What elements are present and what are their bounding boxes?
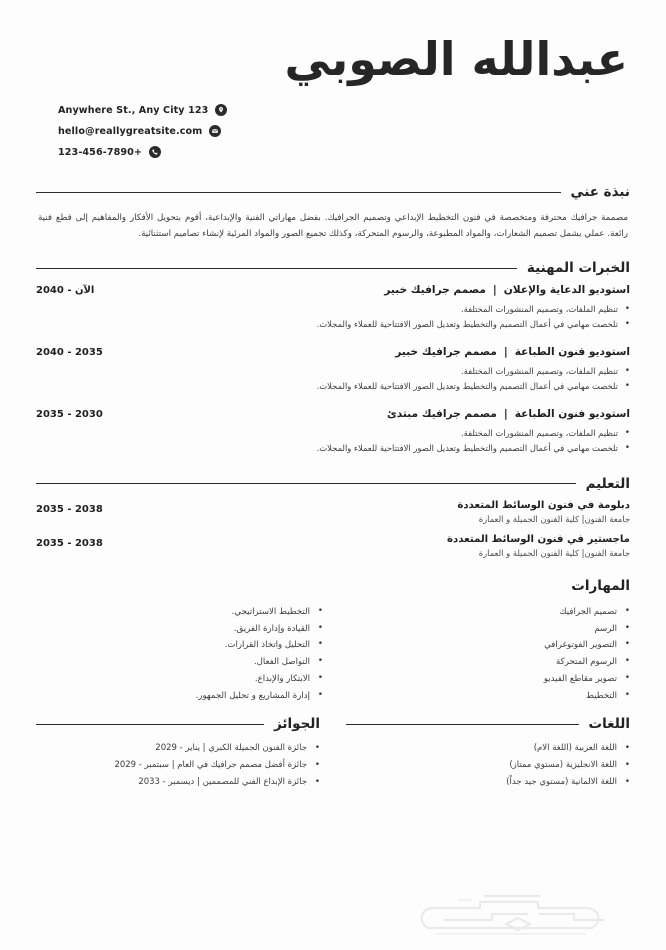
- list-item: • الرسم: [343, 621, 630, 638]
- list-item: • تلخصت مهامي في أعمال التصميم والتخطيط وتعديل الصور الافتتاحية للعملاء والمجلات.: [36, 441, 630, 456]
- skills-column-left: [36, 604, 323, 705]
- education-divider: [36, 483, 576, 484]
- list-item: • تنظيم الملفات، وتصميم المنشورات المختلفة.: [36, 364, 630, 379]
- education-date: 2035 - 2038: [36, 503, 103, 515]
- list-item: • تصوير مقاطع الفيديو: [343, 671, 630, 688]
- languages-heading: اللغات: [588, 716, 630, 733]
- envelope-icon: [209, 125, 221, 137]
- experience-item: [36, 284, 630, 332]
- contact-address-text: Anywhere St., Any City 123: [58, 104, 209, 116]
- education-item: [36, 500, 630, 524]
- location-pin-icon: [215, 104, 227, 116]
- experience-company: استوديو فنون الطباعة: [514, 408, 630, 420]
- list-item: • التحليل واتخاذ القرارات.: [36, 637, 323, 654]
- experience-item: [36, 408, 630, 456]
- experience-company: استوديو الدعاية والإعلان: [503, 284, 630, 297]
- contact-row-phone[interactable]: [36, 146, 336, 158]
- experience-role: مصمم جرافيك خبير: [384, 284, 486, 297]
- list-item: • جائزة أفضل مصمم جرافيك في العام | سبتمبر - 2029: [36, 757, 320, 774]
- list-item: • التواصل الفعال.: [36, 654, 323, 671]
- skills-columns: [36, 602, 630, 705]
- education-heading: التعليم: [585, 475, 630, 492]
- contact-row-address[interactable]: [36, 104, 336, 116]
- experience-date: 2040 - 2035: [36, 347, 103, 359]
- languages-heading-row: [346, 716, 630, 732]
- experience-bullets: [36, 302, 630, 332]
- experience-date: 2040 - الآن: [36, 285, 95, 297]
- section-skills: [36, 578, 630, 705]
- education-date: 2035 - 2038: [36, 537, 103, 549]
- education-main: [447, 534, 630, 558]
- list-item: • جائزة الفنون الجميلة الكبري | يناير - 2029: [36, 740, 320, 757]
- experience-company: استوديو فنون الطباعة: [514, 346, 630, 359]
- list-item: • تصميم الجرافيك: [343, 604, 630, 621]
- resume-header: [36, 0, 630, 184]
- experience-item: [36, 346, 630, 394]
- contact-row-email[interactable]: [36, 125, 336, 137]
- experience-bullets: [36, 426, 630, 456]
- about-divider: [36, 192, 561, 193]
- list-item: • تلخصت مهامي في أعمال التصميم والتخطيط وتعديل الصور الافتتاحية للعملاء والمجلات.: [36, 317, 630, 332]
- experience-heading: الخبرات المهنية: [526, 260, 630, 277]
- list-item: • جائزة الإبداع الفني للمصممين | ديسمبر - 2033: [36, 774, 320, 791]
- awards-heading-row: [36, 716, 320, 732]
- experience-heading-row: [36, 260, 630, 276]
- experience-item-header: [36, 408, 630, 420]
- skills-heading-row: [36, 578, 630, 594]
- bottom-sections: [36, 716, 630, 791]
- experience-role: مصمم جرافيك مبتدئ: [387, 408, 497, 420]
- experience-item-header: [36, 284, 630, 296]
- languages-list: [346, 740, 630, 791]
- contact-email-text: hello@reallygreatsite.com: [58, 125, 203, 137]
- list-item: • التصوير الفوتوغرافي: [343, 637, 630, 654]
- experience-item-header: [36, 346, 630, 358]
- experience-separator: |: [503, 346, 508, 359]
- education-school: جامعة الفنون| كلية الفنون الجميلة و العمارة: [478, 513, 630, 524]
- list-item: • تنظيم الملفات، وتصميم المنشورات المختلفة.: [36, 302, 630, 317]
- experience-title: [387, 408, 630, 420]
- section-about: [36, 184, 630, 242]
- section-experience: [36, 260, 630, 456]
- page-title: عبدالله الصوبي: [284, 32, 628, 86]
- education-main: [457, 500, 630, 524]
- experience-separator: |: [503, 408, 508, 420]
- experience-divider: [36, 268, 517, 269]
- list-item: • الابتكار والإبداع.: [36, 671, 323, 688]
- education-school: جامعة الفنون| كلية الفنون الجميلة و العمارة: [478, 547, 630, 558]
- phone-icon: [149, 146, 161, 158]
- list-item: • الرسوم المتحركة: [343, 654, 630, 671]
- awards-divider: [36, 724, 264, 725]
- education-item: [36, 534, 630, 558]
- awards-list: [36, 740, 320, 791]
- skills-list-right: [343, 604, 630, 705]
- experience-separator: |: [492, 284, 497, 297]
- experience-title: [395, 346, 630, 358]
- list-item: • التخطيط: [343, 688, 630, 705]
- experience-date: 2035 - 2030: [36, 409, 103, 420]
- skills-column-right: [343, 604, 630, 705]
- list-item: • تلخصت مهامي في أعمال التصميم والتخطيط وتعديل الصور الافتتاحية للعملاء والمجلات.: [36, 379, 630, 394]
- skills-list-left: [36, 604, 323, 705]
- experience-role: مصمم جرافيك خبير: [395, 346, 497, 359]
- languages-divider: [346, 724, 579, 725]
- list-item: • اللغة العربية (اللغة الام): [346, 740, 630, 757]
- contact-block: [36, 104, 336, 167]
- list-item: • اللغة الانجليزية (مستوي ممتاز): [346, 757, 630, 774]
- experience-title: [384, 284, 630, 296]
- education-heading-row: [36, 476, 630, 492]
- section-languages: [346, 716, 630, 791]
- education-degree: دبلومة في فنون الوسائط المتعددة: [457, 499, 630, 511]
- watermark-logo: [388, 880, 638, 946]
- about-heading-row: [36, 184, 630, 200]
- about-heading: نبذة عني: [570, 184, 630, 200]
- list-item: • تنظيم الملفات، وتصميم المنشورات المختلفة.: [36, 426, 630, 441]
- awards-heading: الجوائز: [274, 716, 320, 733]
- list-item: • التخطيط الاستراتيجي.: [36, 604, 323, 621]
- education-degree: ماجستير في فنون الوسائط المتعددة: [446, 533, 630, 545]
- skills-heading: المهارات: [571, 577, 630, 594]
- list-item: • القيادة وإدارة الفريق.: [36, 621, 323, 638]
- section-awards: [36, 716, 320, 791]
- contact-phone-text: 123-456-7890+: [58, 146, 143, 158]
- section-education: [36, 476, 630, 558]
- list-item: • إدارة المشاريع و تحليل الجمهور.: [36, 688, 323, 705]
- about-body: مصممة جرافيك محترفة ومتخصصة في فنون التخطيط الإبداعي وتصميم الجرافيك. بفضل مهاراتي الفنية والإبداعية، أقوم بتحويل الأفكار والمفاهيم إلى قطع فنية رائعة. عملي يشمل تصميم الشعارات، والمواد المطبوعة، والرسوم المتحركة، وكذلك تجميع الصور والمواد المرئية لإنشاء تصاميم استثنائية.: [38, 213, 628, 240]
- experience-bullets: [36, 364, 630, 394]
- list-item: • اللغة الالمانية (مستوي جيد جداً): [346, 774, 630, 791]
